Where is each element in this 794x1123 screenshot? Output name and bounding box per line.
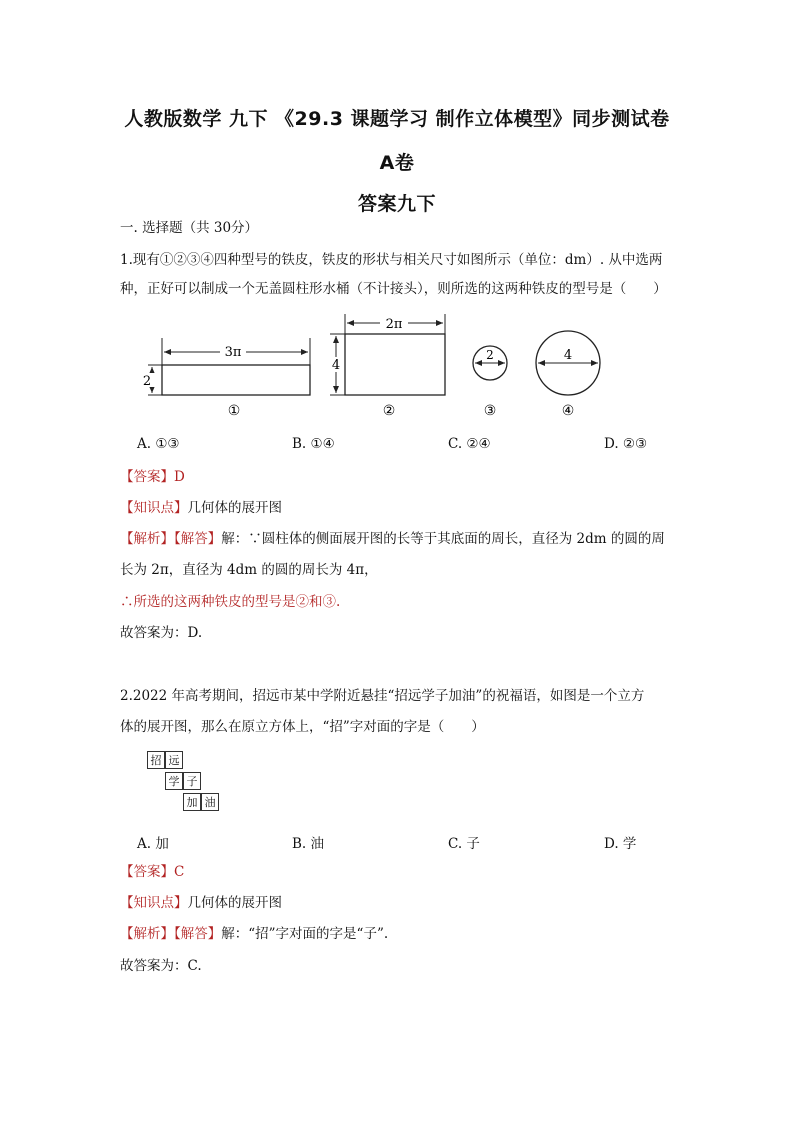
- q1-stem-line2: 种，正好可以制成一个无盖圆柱形水桶（不计接头），则所选的这两种铁皮的型号是（ ）: [120, 281, 667, 297]
- net-cell-6: 油: [201, 793, 219, 811]
- q1-stem-line1: 1.现有①②③④四种型号的铁皮，铁皮的形状与相关尺寸如图所示（单位：dm）. 从中选两: [120, 252, 663, 268]
- document-answer-heading: 答案九下: [357, 193, 436, 215]
- q1-knowledge-tag: 【知识点】: [120, 500, 188, 516]
- q1-knowledge-row: [120, 498, 680, 518]
- q2-analysis-tag: 【解析】【解答】: [120, 926, 222, 942]
- net-cell-5: 加: [183, 793, 201, 811]
- document-subtitle: A卷: [379, 152, 415, 174]
- shape3-circle: [473, 346, 507, 419]
- q1-analysis-line1: 解：∵圆柱体的侧面展开图的长等于其底面的周长，直径为 2dm 的圆的周: [221, 531, 665, 547]
- q2-cube-net: [147, 751, 227, 815]
- q2-answer-value: C: [174, 864, 185, 880]
- section-heading: 一. 选择题（共 30分）: [120, 220, 259, 236]
- net-cell-3: 学: [165, 772, 183, 790]
- shape1-width-label: 3π: [224, 345, 242, 360]
- shape2-width-label: 2π: [385, 317, 403, 332]
- q1-figure: [130, 308, 610, 424]
- q1-option-c[interactable]: C. ②④: [448, 436, 491, 452]
- q2-option-b[interactable]: B. 油: [292, 836, 325, 852]
- q2-conclusion: 故答案为：C.: [120, 958, 202, 974]
- document-title: 人教版数学 九下 《29.3 课题学习 制作立体模型》同步测试卷: [124, 108, 670, 130]
- q2-knowledge-value: 几何体的展开图: [187, 895, 282, 911]
- net-cell-4: 子: [183, 772, 201, 790]
- net-cell-2: 远: [165, 751, 183, 769]
- q1-analysis-row: [120, 529, 680, 549]
- q1-answer-row: [120, 467, 680, 487]
- shape3-diameter-label: 2: [486, 348, 494, 362]
- q2-option-c[interactable]: C. 子: [448, 836, 480, 852]
- net-cell-1: 招: [147, 751, 165, 769]
- q2-stem-line1: 2.2022 年高考期间，招远市某中学附近悬挂“招远学子加油”的祝福语，如图是一个立方: [120, 688, 645, 704]
- q2-knowledge-row: [120, 893, 680, 913]
- shape1-height-label: 2: [142, 374, 152, 389]
- q1-option-d[interactable]: D. ②③: [604, 436, 648, 452]
- q2-stem-line2: 体的展开图，那么在原立方体上，“招”字对面的字是（ ）: [120, 719, 485, 735]
- q1-answer-value: D: [174, 469, 185, 485]
- q1-knowledge-value: 几何体的展开图: [187, 500, 282, 516]
- shape4-caption: ④: [561, 403, 575, 419]
- q1-analysis-tag: 【解析】【解答】: [120, 531, 222, 547]
- q1-option-b[interactable]: B. ①④: [292, 436, 335, 452]
- q1-conclusion: 故答案为：D.: [120, 625, 203, 641]
- shape1-rectangle: [142, 338, 310, 419]
- shape1-caption: ①: [227, 403, 241, 419]
- shape4-diameter-label: 4: [563, 348, 573, 363]
- shape2-rectangle: [330, 314, 445, 419]
- q2-answer-tag: 【答案】: [120, 864, 174, 880]
- q2-knowledge-tag: 【知识点】: [120, 895, 188, 911]
- q1-option-a[interactable]: A. ①③: [137, 436, 180, 452]
- q1-analysis-line3: ∴所选的这两种铁皮的型号是②和③.: [120, 594, 341, 610]
- q2-option-d[interactable]: D. 学: [604, 836, 637, 852]
- shape4-circle: [536, 331, 600, 419]
- q1-answer-tag: 【答案】: [120, 469, 174, 485]
- shape2-height-label: 4: [331, 358, 341, 373]
- q1-analysis-line2: 长为 2π，直径为 4dm 的圆的周长为 4π，: [120, 562, 378, 578]
- q2-answer-row: [120, 862, 680, 882]
- q2-analysis-row: [120, 924, 680, 944]
- shape2-caption: ②: [382, 403, 396, 419]
- q2-analysis-text: 解：“招”字对面的字是“子”.: [221, 926, 389, 942]
- shape3-caption: ③: [483, 403, 497, 419]
- q2-option-a[interactable]: A. 加: [137, 836, 169, 852]
